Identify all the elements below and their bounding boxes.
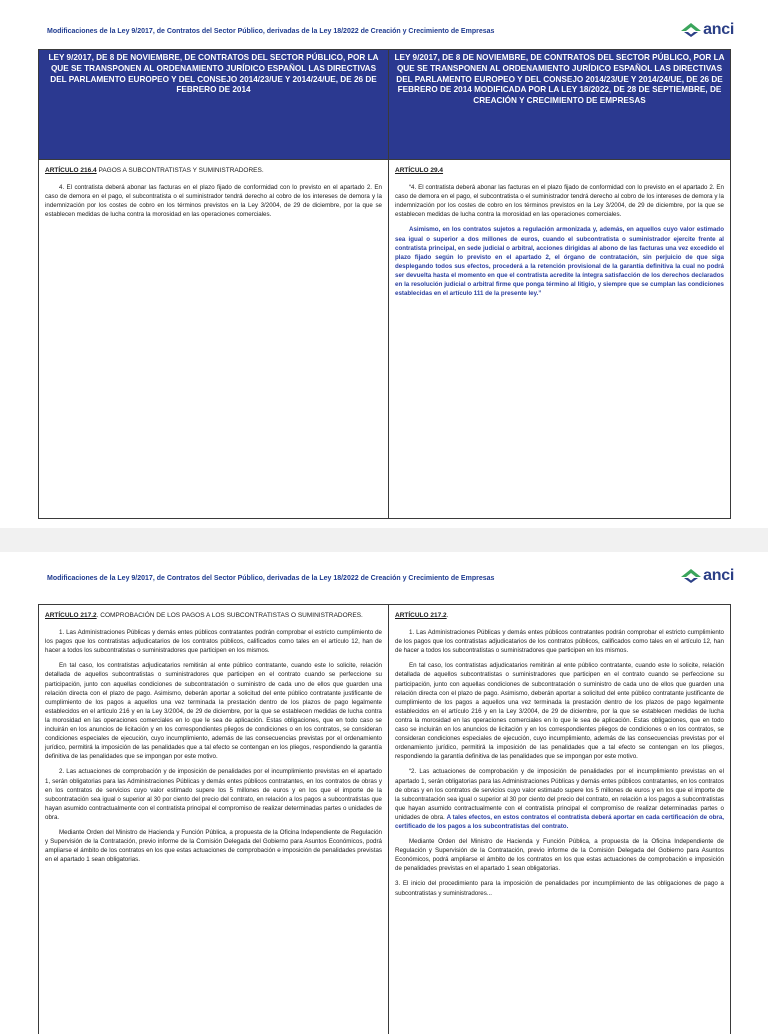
logo-text: anci [703, 567, 734, 584]
anci-logo-icon [681, 23, 701, 37]
article-heading [395, 611, 724, 620]
left-cell [39, 605, 388, 874]
paragraph: En tal caso, los contratistas adjudicatarios remitirán al ente público contratante, cuando este lo solicite, relación detallada de aquellos subcontratistas o suministradores que participen en el contrato cuando se perfeccione su participación, junto con aquellas condiciones de subcontratación o suministro de cada uno de ellos que guarden una relación directa con el plazo de pago. Asimismo, deberán aportar a solicitud del ente público contratante justificante de cumplimiento de los pagos a aquellos una vez terminada la prestación dentro de los plazos de pago legalmente establecidos en el artículo 216 y en la Ley 3/2004, de 29 de diciembre, por la que se establecen medidas de lucha contra la morosidad en las operaciones comerciales en lo que le sea de aplicación. Estas obligaciones, que en todo caso se incluirán en los anuncios de licitación y en los correspondientes pliegos de condiciones o en los contratos, se consideran condiciones especiales de ejecución, cuyo incumplimiento, además de las consecuencias previstas por el ordenamiento jurídico, permitirá la imposición de las penalidades que a tal efecto se contengan en los pliegos, respondiendo la garantía definitiva de las penalidades que se impongan por este motivo. [395, 662, 724, 761]
amended-paragraph: Asimismo, en los contratos sujetos a regulación armonizada y, además, en aquellos cuyo valor estimado sea igual o superior a dos millones de euros, cuando el subcontratista o suministrador ejercite frente al contratista principal, en sede judicial o arbitral, acciones dirigidas al abono de las facturas una vez excedido el plazo fijado según lo previsto en el apartado 2, el órgano de contratación, sin perjuicio de que siga desplegando todos sus efectos, procederá a la retención provisional de la garantía definitiva la cual no podrá ser devuelta hasta el momento en que el contratista acredite la íntegra satisfacción de los derechos declarados en la resolución judicial o arbitral firme que ponga término al litigio, y siempre que se cumplan las condiciones establecidas en el artículo 111 de la presente ley.” [395, 226, 724, 298]
article-number: ARTÍCULO 216.4 [45, 167, 97, 174]
paragraph: “4. El contratista deberá abonar las facturas en el plazo fijado de conformidad con lo previsto en el apartado 2. En caso de demora en el pago, el subcontratista o el suministrador tendrá derecho al cobro de los intereses de demora y la indemnización por los costes de cobro en los términos previstos en la Ley 3/2004, de 29 de diciembre, por la que se establecen medidas de lucha contra la morosidad en las operaciones comerciales. [395, 184, 724, 219]
logo-text: anci [703, 21, 734, 38]
paragraph: Mediante Orden del Ministro de Hacienda y Función Pública, a propuesta de la Oficina Independiente de Regulación y Supervisión de la Contratación, previo informe de la Comisión Delegada del Gobierno para Asuntos Económicos, podrá ampliarse el ámbito de los contratos en los que estas actuaciones de comprobación e imposición de penalidades previstas en el apartado 1 sean obligatorias. [45, 828, 382, 864]
document-page-2 [0, 552, 768, 1024]
article-title: . [446, 612, 449, 619]
right-column-header: LEY 9/2017, DE 8 DE NOVIEMBRE, DE CONTRATOS DEL SECTOR PÚBLICO, POR LA QUE SE TRANSPONEN AL ORDENAMIENTO JURÍDICO ESPAÑOL LAS DIRECTIVAS DEL PARLAMENTO EUROPEO Y DEL CONSEJO 2014/23/UE Y 2014/24/UE, DE 26 DE FEBRERO DE 2014 MODIFICADA POR LA LEY 18/2022, DE 28 DE SEPTIEMBRE, DE CREACIÓN Y CRECIMIENTO DE EMPRESAS [389, 50, 730, 160]
article-heading [45, 166, 382, 175]
amended-text: A tales efectos, en estos contratos el contratista deberá aportar en cada certificación de obra, certificado de los pagos a los subcontratistas del contrato. [395, 813, 724, 830]
running-header-title: Modificaciones de la Ley 9/2017, de Contratos del Sector Público, derivadas de la Ley 18/2022 de Creación y Crecimiento de Empresas [47, 575, 495, 582]
right-column [389, 50, 730, 518]
right-cell [389, 605, 730, 908]
article-number: ARTÍCULO 217.2 [395, 612, 447, 619]
article-number: ARTÍCULO 217.2 [45, 612, 97, 619]
article-title: . COMPROBACIÓN DE LOS PAGOS A LOS SUBCONTRATISTAS O SUMINISTRADORES. [96, 612, 363, 619]
comparison-table-1 [38, 49, 731, 519]
comparison-table-2 [38, 604, 731, 1034]
paragraph: 2. Las actuaciones de comprobación y de imposición de penalidades por el incumplimiento previstas en el apartado 1, serán obligatorias para las Administraciones Públicas y demás entes públicos contratantes, en los contratos de obras y en los contratos de servicios cuyo valor estimado supere los 5 millones de euros y en los que el importe de la subcontratación sea igual o superior al 30 por ciento del precio del contrato, en relación a los pagos a subcontratistas que hayan asumido contractualmente con el contratista principal el compromiso de realizar determinadas partes o unidades de obra. [45, 768, 382, 821]
left-cell [39, 160, 388, 229]
right-column [389, 605, 730, 1034]
paragraph: En tal caso, los contratistas adjudicatarios remitirán al ente público contratante, cuando este lo solicite, relación detallada de aquellos subcontratistas o suministradores que participen en el contrato cuando se perfeccione su participación, junto con aquellas condiciones de subcontratación o suministro de cada uno de ellos que guarden una relación directa con el plazo de pago. Asimismo, deberán aportar a solicitud del ente público contratante justificante de cumplimiento de los pagos a aquellos una vez terminada la prestación dentro de los plazos de pago legalmente establecidos en el artículo 216 y en la Ley 3/2004, de 29 de diciembre, por la que se establecen medidas de lucha contra la morosidad en las operaciones comerciales en lo que le sea de aplicación. Estas obligaciones, que en todo caso se incluirán en los anuncios de licitación y en los correspondientes pliegos de condiciones o en los contratos, se consideran condiciones especiales de ejecución, cuyo incumplimiento, además de las consecuencias previstas por el ordenamiento jurídico, permitirá la imposición de las penalidades que a tal efecto se contengan en los pliegos, respondiendo la garantía definitiva de las penalidades que se impongan por este motivo. [45, 662, 382, 761]
left-column [39, 605, 389, 1034]
left-column [39, 50, 389, 518]
paragraph [395, 767, 724, 831]
anci-logo-icon [681, 569, 701, 583]
article-heading [395, 166, 724, 175]
right-cell [389, 160, 730, 308]
left-column-header: LEY 9/2017, DE 8 DE NOVIEMBRE, DE CONTRATOS DEL SECTOR PÚBLICO, POR LA QUE SE TRANSPONEN AL ORDENAMIENTO JURÍDICO ESPAÑOL LAS DIRECTIVAS DEL PARLAMENTO EUROPEO Y DEL CONSEJO 2014/23/UE Y 2014/24/UE, DE 26 DE FEBRERO DE 2014 [39, 50, 388, 160]
article-number: ARTÍCULO 29.4 [395, 167, 444, 174]
paragraph: 1. Las Administraciones Públicas y demás entes públicos contratantes podrán comprobar el estricto cumplimiento de los pagos que los contratistas adjudicatarios de los contratos públicos, calificados como tales en el artículo 12, han de hacer a todos los subcontratistas o suministradores que participen en los mismos. [395, 629, 724, 655]
article-heading [45, 611, 382, 620]
running-header-title: Modificaciones de la Ley 9/2017, de Contratos del Sector Público, derivadas de la Ley 18/2022 de Creación y Crecimiento de Empresas [47, 28, 495, 35]
article-title: PAGOS A SUBCONTRATISTAS Y SUMINISTRADORES. [96, 167, 264, 174]
anci-logo [681, 568, 734, 584]
paragraph: 3. El inicio del procedimiento para la imposición de penalidades por incumplimiento de las obligaciones de pago a subcontratistas y suministradores... [395, 880, 724, 897]
paragraph: 1. Las Administraciones Públicas y demás entes públicos contratantes podrán comprobar el estricto cumplimiento de los pagos que los contratistas adjudicatarios de los contratos públicos, calificados como tales en el artículo 12, han de hacer a todos los subcontratistas o suministradores que participen en los mismos. [45, 629, 382, 655]
paragraph-text: “2. Las actuaciones de comprobación y de imposición de penalidades por el incumplimiento previstas en el apartado 1, serán obligatorias para las Administraciones Públicas y demás entes públicos contratantes, en los contratos de obras y en los contratos de servicios cuyo valor estimado supere los 5 millones de euros y en los que el importe de la subcontratación sea igual o superior al 30 por ciento del precio del contrato, en relación a los pagos a subcontratistas que hayan asumido contractualmente con el contratista principal el compromiso de realizar determinadas partes o unidades de obra. [395, 768, 724, 821]
paragraph: 4. El contratista deberá abonar las facturas en el plazo fijado de conformidad con lo previsto en el apartado 2. En caso de demora en el pago, el subcontratista o el suministrador tendrá derecho al cobro de los intereses de demora y la indemnización por los costes de cobro en los términos previstos en la Ley 3/2004, de 29 de diciembre, por la que se establecen medidas de lucha contra la morosidad en las operaciones comerciales. [45, 184, 382, 219]
page-separator [0, 528, 768, 552]
anci-logo [681, 22, 734, 38]
paragraph: Mediante Orden del Ministro de Hacienda y Función Pública, a propuesta de la Oficina Independiente de Regulación y Supervisión de la Contratación, previo informe de la Comisión Delegada del Gobierno para Asuntos Económicos, podrá ampliarse el ámbito de los contratos en los que estas actuaciones de comprobación e imposición de penalidades previstas en el apartado 1 sean obligatorias. [395, 838, 724, 873]
